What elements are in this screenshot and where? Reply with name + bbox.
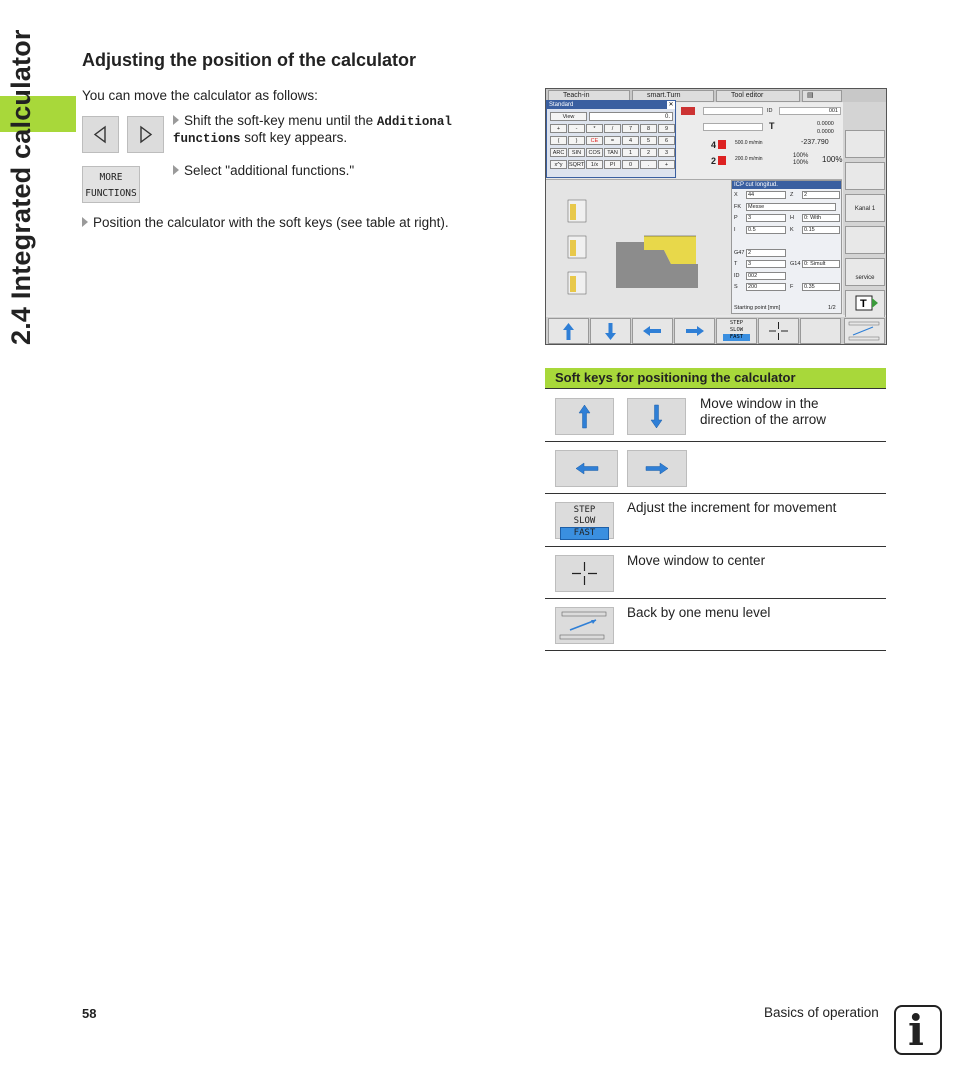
calculator-key[interactable]: TAN: [604, 148, 621, 157]
step-slow-fast-softkey[interactable]: STEP SLOW FAST: [716, 318, 757, 344]
form-field-label: S: [734, 284, 738, 290]
tab-docs[interactable]: [802, 90, 842, 102]
calculator-key[interactable]: +: [658, 160, 675, 169]
crosshair-icon: [759, 319, 798, 343]
feed-1: 500.0 m/min: [735, 140, 763, 146]
table-rule: [545, 388, 886, 389]
calculator-key[interactable]: -: [568, 124, 585, 133]
move-down-softkey[interactable]: [590, 318, 631, 344]
calculator-key[interactable]: PI: [604, 160, 621, 169]
more-functions-softkey[interactable]: MORE FUNCTIONS: [82, 166, 140, 203]
crosshair-icon: [556, 556, 613, 591]
calculator-key[interactable]: COS: [586, 148, 603, 157]
position-value: -237.790: [801, 139, 829, 146]
right-softkey[interactable]: [627, 450, 687, 487]
move-up-softkey[interactable]: [548, 318, 589, 344]
step-softkey[interactable]: STEP SLOW FAST: [555, 502, 614, 539]
t-label: T: [769, 121, 775, 131]
tab-tool-editor[interactable]: Tool editor: [716, 90, 800, 102]
f-override: 100%: [793, 153, 809, 159]
table-rule: [545, 493, 886, 494]
tool-icon: [681, 107, 695, 115]
triangle-right-icon: [128, 117, 163, 152]
arrow-right-icon: [675, 319, 714, 343]
horizontal-softkeys: [546, 317, 887, 345]
calculator-key[interactable]: x^y: [550, 160, 567, 169]
bullet-arrow-icon: [173, 115, 179, 125]
tab-smart-turn[interactable]: smart.Turn: [632, 90, 714, 102]
control-screenshot: [545, 88, 887, 345]
kanal-softkey[interactable]: Kanal 1: [845, 194, 885, 222]
form-field-label: FK: [734, 203, 742, 210]
form-field-label: G14: [790, 261, 801, 267]
calculator-key[interactable]: 9: [658, 124, 675, 133]
up-softkey[interactable]: [555, 398, 614, 435]
s-override: 100%: [822, 155, 843, 164]
form-field-input[interactable]: 0: Simult: [802, 260, 840, 268]
tool-softkey[interactable]: [845, 290, 885, 318]
step-3: Position the calculator with the soft keys (see table at right).: [82, 215, 449, 231]
bullet-arrow-icon: [82, 217, 88, 227]
row-desc-center: Move window to center: [627, 553, 766, 568]
arrow-left-icon: [633, 319, 672, 343]
softkey-table-header: Soft keys for positioning the calculator: [545, 368, 886, 388]
cycle-form: [731, 180, 842, 314]
page-number: 58: [82, 1006, 97, 1021]
form-field-label: X: [734, 192, 738, 198]
form-field-input[interactable]: 3: [746, 260, 786, 268]
form-field-input[interactable]: 0: With: [802, 214, 840, 222]
back-softkey[interactable]: [844, 318, 885, 344]
calculator-key[interactable]: 5: [640, 136, 657, 145]
calculator-display: 0.: [589, 112, 673, 121]
form-status: Starting point [mm]: [734, 305, 781, 311]
footer-section: Basics of operation: [764, 1005, 879, 1020]
service-softkey[interactable]: service: [845, 258, 885, 286]
calculator-key[interactable]: 7: [622, 124, 639, 133]
arrow-left-icon: [556, 451, 617, 486]
intro-text: You can move the calculator as follows:: [82, 88, 318, 103]
calculator-key[interactable]: *: [586, 124, 603, 133]
calculator-key[interactable]: /: [604, 124, 621, 133]
contour-graphic: [546, 180, 731, 316]
tool-t-icon: [846, 291, 884, 315]
bullet-arrow-icon: [173, 165, 179, 175]
section-heading: Adjusting the position of the calculator: [82, 50, 417, 70]
calculator-key[interactable]: +: [550, 124, 567, 133]
calculator-key[interactable]: =: [604, 136, 621, 145]
calculator-key[interactable]: 2: [640, 148, 657, 157]
close-icon[interactable]: ✕: [668, 102, 674, 108]
arrow-right-icon: [628, 451, 686, 486]
calculator-key[interactable]: (: [550, 136, 567, 145]
row-desc-move-window: Move window in the direction of the arrow: [700, 396, 827, 427]
calculator-key[interactable]: SIN: [568, 148, 585, 157]
calculator-title: Standard: [549, 102, 574, 108]
form-field-input[interactable]: 0.5: [746, 226, 786, 234]
form-title: ICP cut longitud.: [732, 181, 841, 189]
move-left-softkey[interactable]: [632, 318, 673, 344]
form-field-label: Z: [790, 192, 794, 198]
feed-2: 200.0 m/min: [735, 156, 763, 162]
triangle-left-icon: [83, 117, 118, 152]
calculator-window[interactable]: [546, 100, 676, 178]
step-1: Shift the soft-key menu until the Additional functions soft key appears.: [173, 113, 452, 146]
back-menu-softkey[interactable]: [555, 607, 614, 644]
x-value: 0.0000: [817, 121, 834, 127]
calculator-key[interactable]: ): [568, 136, 585, 145]
back-menu-icon: [556, 608, 613, 643]
form-field-label: K: [790, 226, 794, 233]
form-field-input[interactable]: 2: [802, 191, 840, 199]
form-field-label: H: [790, 215, 794, 221]
form-field-label: ID: [734, 272, 740, 279]
back-menu-icon: [845, 319, 884, 343]
calculator-key[interactable]: .: [640, 160, 657, 169]
machine-status: ID 001 T 0.0000 0.0000 4 500.0 m/min -237.790 2 200.0 m/min 100% 100% 100%: [677, 103, 843, 179]
count-b: 2: [711, 156, 717, 166]
svg-text:T: T: [860, 298, 867, 310]
form-field-input[interactable]: Messe: [746, 203, 836, 211]
arrow-up-icon: [549, 319, 588, 343]
chapter-title: 2.4 Integrated calculator: [6, 29, 36, 345]
info-icon: i: [894, 1005, 942, 1055]
move-right-softkey[interactable]: [674, 318, 715, 344]
form-field-label: T: [734, 261, 738, 267]
calculator-key[interactable]: 6: [658, 136, 675, 145]
center-softkey[interactable]: [758, 318, 799, 344]
form-field-input[interactable]: 3: [746, 214, 786, 222]
form-field-label: F: [790, 284, 794, 290]
calculator-key[interactable]: SQRT: [569, 162, 585, 168]
form-field-label: I: [734, 226, 736, 233]
arrow-up-icon: [556, 399, 613, 434]
document-icon: ▤: [807, 92, 814, 99]
vertical-softkey-2[interactable]: [845, 162, 885, 190]
arrow-down-icon: [591, 319, 630, 343]
status-indicator: [718, 156, 726, 165]
empty-softkey[interactable]: [800, 318, 841, 344]
form-field-input[interactable]: 200: [746, 283, 786, 291]
table-rule: [545, 441, 886, 442]
calculator-key[interactable]: 1/x: [586, 160, 603, 169]
form-field-label: G47: [734, 249, 745, 256]
scroll-left-softkey[interactable]: [82, 116, 119, 153]
count-a: 4: [711, 140, 717, 150]
id-value: 001: [779, 107, 841, 115]
table-rule: [545, 546, 886, 547]
scroll-right-softkey[interactable]: [127, 116, 164, 153]
table-rule: [545, 598, 886, 599]
row-desc-increment: Adjust the increment for movement: [627, 500, 837, 515]
step-2: Select "additional functions.": [173, 163, 354, 179]
view-button[interactable]: View: [550, 112, 587, 121]
left-softkey[interactable]: [555, 450, 618, 487]
status-indicator: [718, 140, 726, 149]
arrow-down-icon: [628, 399, 685, 434]
table-rule: [545, 650, 886, 651]
vertical-softkey-4[interactable]: [845, 226, 885, 254]
calculator-key[interactable]: 1: [622, 148, 639, 157]
tab-teach-in[interactable]: Teach-in: [548, 90, 630, 102]
form-field-input[interactable]: 0.15: [802, 226, 840, 234]
form-field-input[interactable]: 0.35: [802, 283, 840, 291]
vertical-softkeys: [843, 102, 887, 315]
calculator-key[interactable]: 0: [622, 160, 639, 169]
vertical-softkey-1[interactable]: [845, 130, 885, 158]
z-value: 0.0000: [817, 129, 834, 135]
form-field-label: P: [734, 215, 738, 221]
form-page: 1/2: [828, 305, 836, 311]
form-field-input[interactable]: 44: [746, 191, 786, 199]
calculator-key[interactable]: CE: [586, 136, 603, 145]
row-desc-back: Back by one menu level: [627, 605, 771, 620]
center-window-softkey[interactable]: [555, 555, 614, 592]
additional-functions-code: Additional functions: [173, 115, 452, 146]
calculator-key[interactable]: 8: [640, 124, 657, 133]
calculator-key[interactable]: 3: [658, 148, 675, 157]
calculator-key[interactable]: 4: [622, 136, 639, 145]
form-field-input[interactable]: 002: [746, 272, 786, 280]
down-softkey[interactable]: [627, 398, 686, 435]
r-override: 100%: [793, 160, 809, 166]
form-field-input[interactable]: 2: [746, 249, 786, 257]
calculator-key[interactable]: ARC: [550, 148, 567, 157]
